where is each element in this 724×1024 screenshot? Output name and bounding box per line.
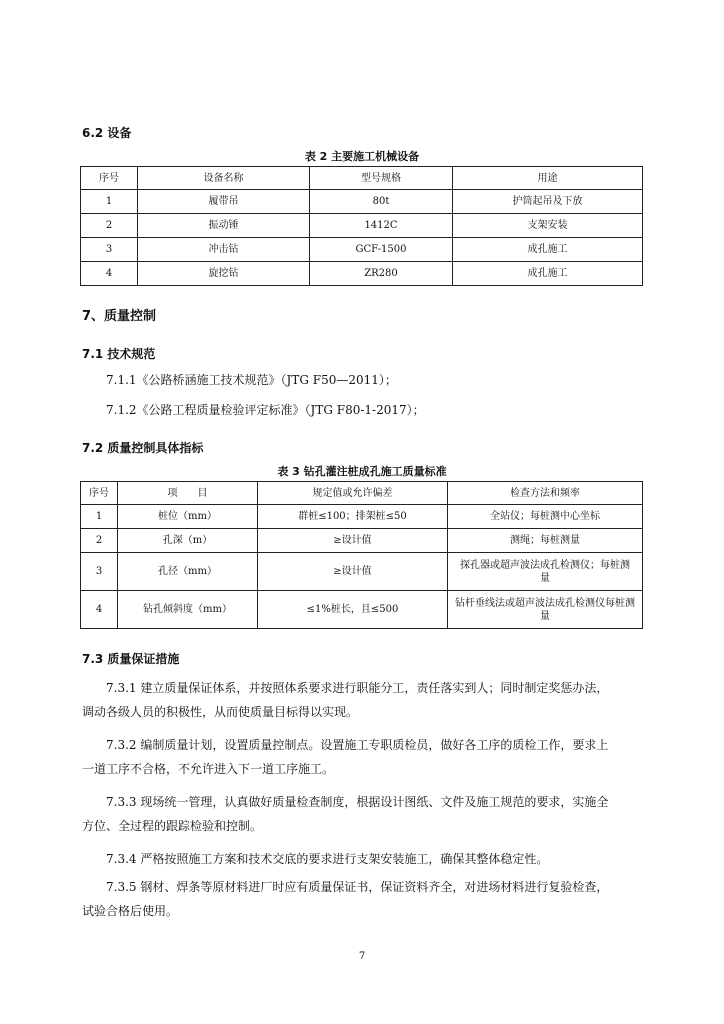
paragraph-7-3-1 [82,676,642,724]
table-cell: 3 [81,238,138,262]
table-cell: ≥设计值 [258,553,448,591]
quality-standard-table [80,481,643,629]
table-cell: ≤1%桩长，且≤500 [258,591,448,629]
table-cell: 测绳；每桩测量 [448,529,643,553]
page-number: 7 [358,951,366,962]
section-heading-7-1: 7.1 技术规范 [82,347,156,361]
table-cell: 钻杆垂线法或超声波法成孔检测仪每桩测量 [448,591,643,629]
table-header-cell: 型号规格 [310,167,453,190]
table-row [81,505,643,529]
table-cell: 群桩≤100；排架桩≤50 [258,505,448,529]
paragraph-7-3-3 [82,790,642,838]
table-cell: 钻孔倾斜度（mm） [118,591,258,629]
table-header-row [81,167,643,190]
table-row [81,591,643,629]
table-cell: GCF-1500 [310,238,453,262]
table-header-row [81,482,643,505]
table-row [81,553,643,591]
paragraph-7-3-4 [82,847,642,871]
table-row [81,529,643,553]
table-cell: 孔深（m） [118,529,258,553]
table-cell: 孔径（mm） [118,553,258,591]
paragraph-line: 7.3.5 钢材、焊条等原材料进厂时应有质量保证书，保证资料齐全，对进场材料进行复验检查， [106,880,609,894]
table-header-cell: 用途 [453,167,643,190]
table-header-cell: 设备名称 [138,167,310,190]
table-cell: 支架安装 [453,214,643,238]
table-cell: 1 [81,190,138,214]
table-cell: 1412C [310,214,453,238]
table-row [81,190,643,214]
table-cell: 全站仪；每桩测中心坐标 [448,505,643,529]
table-row [81,262,643,286]
equipment-table [80,166,643,286]
paragraph-line: 一道工序不合格，不允许进入下一道工序施工。 [82,762,335,776]
table-cell: 4 [81,591,118,629]
table2-caption: 表 2 主要施工机械设备 [304,150,420,163]
table-header-cell: 检查方法和频率 [448,482,643,505]
table-cell: ≥设计值 [258,529,448,553]
paragraph-line: 方位、全过程的跟踪检验和控制。 [82,819,263,833]
paragraph-7-3-2 [82,733,642,781]
table-cell: 冲击钻 [138,238,310,262]
table-header-cell: 项 目 [118,482,258,505]
table-cell: 探孔器或超声波法成孔检测仪；每桩测量 [448,553,643,591]
table-cell: 履带吊 [138,190,310,214]
table-cell: 成孔施工 [453,262,643,286]
table-cell: 护筒起吊及下放 [453,190,643,214]
paragraph-line: 7.3.3 现场统一管理，认真做好质量检查制度，根据设计图纸、文件及施工规范的要求，实施全 [106,795,609,809]
paragraph-line: 调动各级人员的积极性，从而使质量目标得以实现。 [82,705,359,719]
table-cell: 2 [81,529,118,553]
paragraph-line: 7.3.2 编制质量计划，设置质量控制点。设置施工专职质检员，做好各工序的质检工作，要求上 [106,738,609,752]
table-cell: 3 [81,553,118,591]
table3-caption: 表 3 钻孔灌注桩成孔施工质量标准 [277,465,447,478]
table-cell: 旋挖钻 [138,262,310,286]
table-cell: 80t [310,190,453,214]
table-header-cell: 序号 [81,167,138,190]
table-cell: 4 [81,262,138,286]
table-row [81,214,643,238]
paragraph-7-3-5 [82,875,642,923]
table-cell: 振动锤 [138,214,310,238]
table-row [81,238,643,262]
section-heading-7-3: 7.3 质量保证措施 [82,652,180,666]
table-cell: 成孔施工 [453,238,643,262]
table-cell: 桩位（mm） [118,505,258,529]
paragraph-line: 7.3.4 严格按照施工方案和技术交底的要求进行支架安装施工，确保其整体稳定性。 [106,852,549,866]
reference-item: 7.1.2《公路工程质量检验评定标准》（JTG F80-1-2017）； [106,403,425,417]
reference-item: 7.1.1《公路桥涵施工技术规范》（JTG F50—2011）； [106,373,397,387]
table-cell: 2 [81,214,138,238]
table-header-cell: 规定值或允许偏差 [258,482,448,505]
table-cell: ZR280 [310,262,453,286]
table-cell: 1 [81,505,118,529]
table-header-cell: 序号 [81,482,118,505]
section-heading-7-2: 7.2 质量控制具体指标 [82,441,204,455]
section-heading-7: 7、质量控制 [82,309,157,324]
paragraph-line: 7.3.1 建立质量保证体系，并按照体系要求进行职能分工，责任落实到人；同时制定奖惩办法， [106,681,609,695]
paragraph-line: 试验合格后使用。 [82,904,179,918]
section-heading-6-2: 6.2 设备 [82,126,132,140]
